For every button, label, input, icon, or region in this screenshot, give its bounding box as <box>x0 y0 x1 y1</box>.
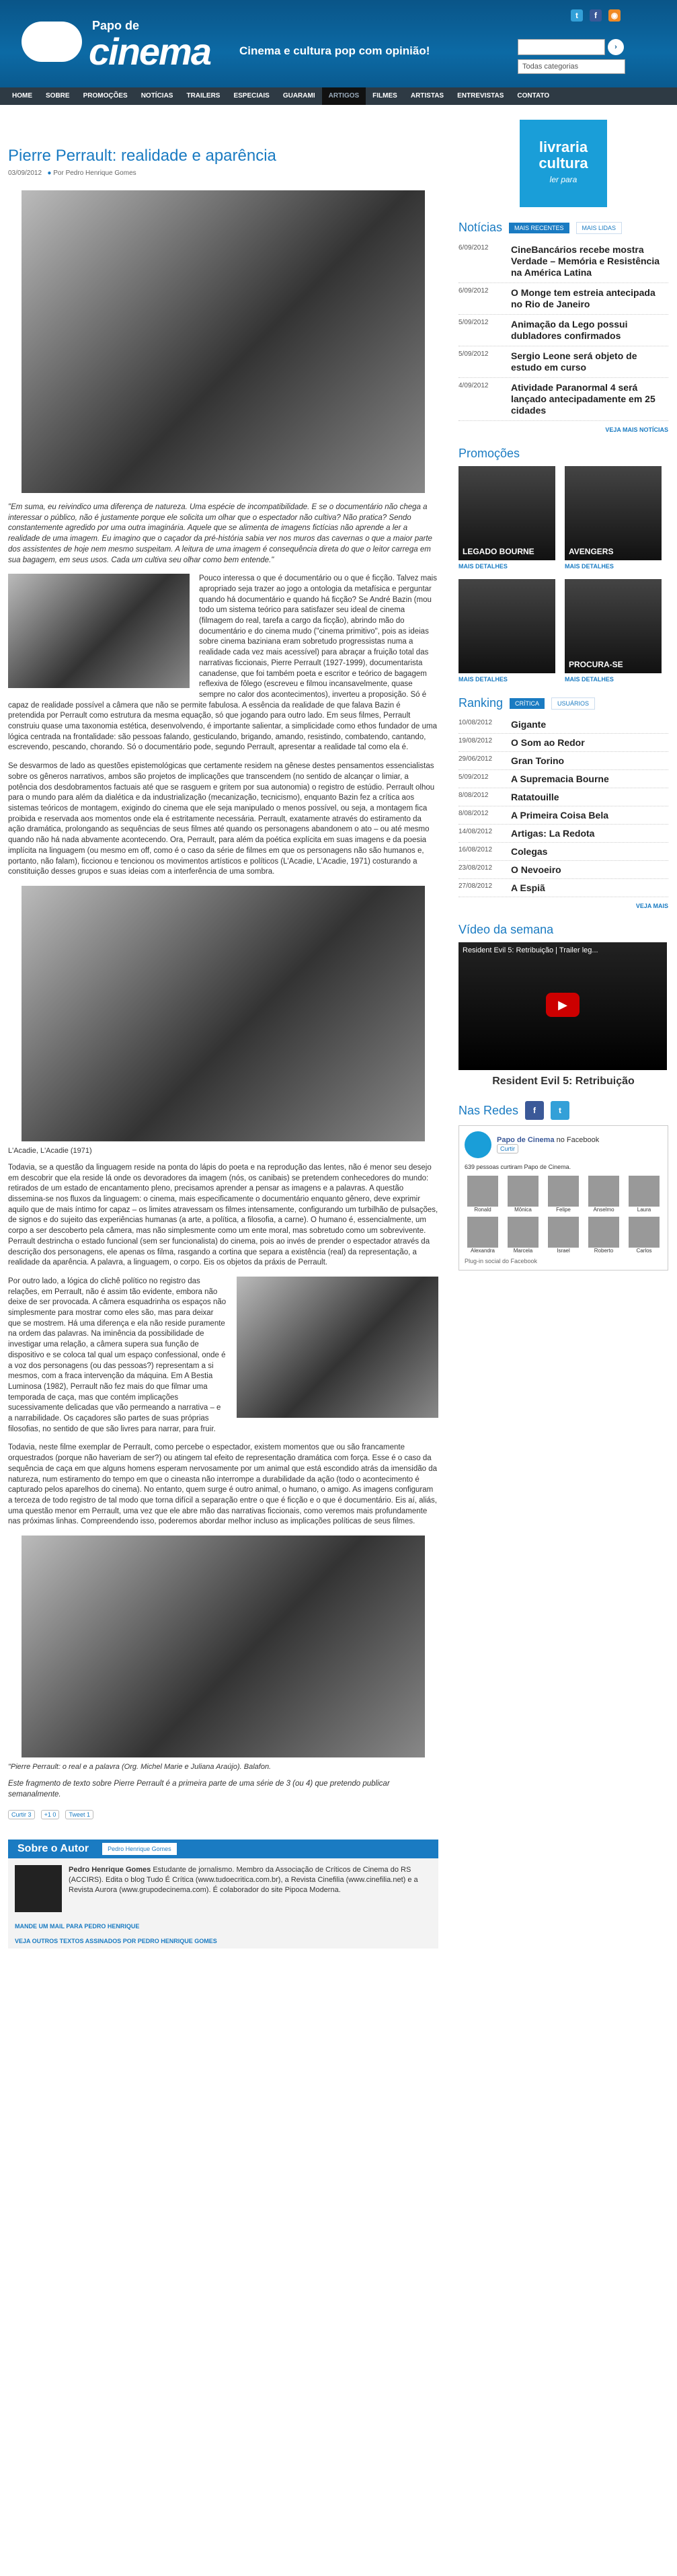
site-header <box>0 0 677 87</box>
fb-person[interactable] <box>505 1176 541 1213</box>
ranking-title[interactable]: O Som ao Redor <box>511 737 585 748</box>
ranking-title[interactable]: Ratatouille <box>511 792 559 802</box>
avatar <box>588 1176 619 1207</box>
article-paragraph-1: Pouco interessa o que é documentário ou o que é ficção. Talvez mais apropriado seja trazer ao jogo a ontologia da metafísica e perguntar quando há documentário e quando há ficção? Se André Bazin (mou todo um sistema teórico para satisfazer seu ideal de cinema (filmagem do real, tarefa a cargo da ficção), abrindo mão do documentário e do cinema mudo ("cinema primitivo", pois as ideias sobre cinema baziniana eram sobretudo progressistas numa a realidade cada vez mais acessível) para abraçar a fruição total das narrativas ficcionais, Pierre Perrault (1927-1999), documentarista canadense, que foi também poeta e escritor e teórico de bagagem reflexiva de fôlego (escreveu e filmou incansavelmente, quase sempre no calor dos acontecimentos), inverteu a proposição. Só é capaz de realidade possível a câmera que não se permite fabulosa. A essência da realidade de que falava Bazin é pretendida por Perrault como estrutura da mesma equação, só que jogando para outro lado. Em seus filmes, Perrault construiu quase uma taxonomia estética, desenvolvendo, é importante salientar, a simplicidade como ethos fundador de uma lógica centrada na frontalidade: são pessoas falando, gesticulando, brigando, amando, resistindo, combatendo, cantando, escrevendo, pescando, chorando. Só o documentário pode, segundo Perrault, apresentar a realidade tal como ela é. <box>8 574 437 752</box>
photo-perrault <box>22 1536 425 1757</box>
article <box>8 147 438 1948</box>
fb-person[interactable] <box>626 1217 662 1254</box>
social-links <box>571 9 621 22</box>
article-note: Este fragmento de texto sobre Pierre Perrault é a primeira parte de uma série de 3 (ou 4) que pretendo publicar semanalmente. <box>8 1780 390 1798</box>
video-player[interactable] <box>459 942 667 1070</box>
ranking-title: Ranking <box>459 696 504 710</box>
fb-widget <box>459 1125 668 1271</box>
fb-person[interactable] <box>465 1176 501 1213</box>
ranking-title[interactable]: Artigas: La Redota <box>511 828 595 839</box>
news-more-link[interactable]: VEJA MAIS NOTÍCIAS <box>605 426 668 433</box>
author-avatar <box>15 1865 62 1912</box>
ranking-item[interactable] <box>459 843 668 861</box>
fb-person[interactable] <box>626 1176 662 1213</box>
article-date: 03/09/2012 <box>8 169 42 177</box>
article-paragraph-4: Por outro lado, a lógica do clichê político no registro das relações, em Perrault, não é assim tão evidente, embora não deixe de ser provocada. A câmera esquadrinha os espaços não simplesmente para mostrar como eles são, mas para deixar que se mostrem. Há uma diferença e ela não reside puramente na ordem das palavras. Na iminência da possibilidade de investigar uma relação, a câmera supera sua função de dispositivo e se coloca tal qual um espaço confessional, onde é a voz dos personagens (ou das pessoas?) representam a si mesmos, com a fraca intervenção da máquina. Em A Bestia Luminosa (1982), Perrault não fez mais do que filmar uma temporada de caça, mas que contém implicações sucessivamente delicadas que vão permeando a narrativa – e a narrabilidade. Os caçadores são partes de suas próprias filosofias, no sentido de que são livres para narrar, para fruir. <box>8 1277 227 1433</box>
news-headline[interactable]: Animação da Lego possui dubladores confirmados <box>511 319 628 341</box>
promo-details-link[interactable]: MAIS DETALHES <box>565 676 614 683</box>
ranking-date: 5/09/2012 <box>459 773 489 781</box>
ranking-list <box>459 716 668 897</box>
fb-people <box>465 1176 662 1254</box>
user-icon: ● <box>47 169 52 177</box>
ranking-more-link[interactable]: VEJA MAIS <box>635 903 668 909</box>
ranking-title[interactable]: A Supremacia Bourne <box>511 773 609 784</box>
fb-like-button[interactable]: Curtir 3 <box>8 1810 35 1819</box>
ranking-title[interactable]: Colegas <box>511 846 548 857</box>
nav-artigos[interactable]: ARTIGOS <box>322 87 366 105</box>
fb-page-logo-icon <box>465 1131 491 1158</box>
avatar <box>629 1217 660 1248</box>
rss-icon[interactable]: ◉ <box>608 9 621 22</box>
author-more-link[interactable]: VEJA OUTROS TEXTOS ASSINADOS POR PEDRO HENRIQUE GOMES <box>8 1934 438 1948</box>
twitter-icon[interactable]: t <box>551 1101 569 1120</box>
fb-person-name: Alexandra <box>470 1248 495 1254</box>
fb-page-like-button[interactable]: Curtir <box>497 1144 518 1153</box>
news-date: 6/09/2012 <box>459 287 489 295</box>
ranking-header <box>459 696 668 710</box>
video-caption: Resident Evil 5: Retribuição <box>492 1075 635 1087</box>
fb-page <box>465 1131 662 1158</box>
fb-person-name: Anselmo <box>593 1207 614 1213</box>
ad-livraria-cultura[interactable] <box>520 120 607 207</box>
nav-especiais[interactable]: ESPECIAIS <box>233 92 270 100</box>
news-headline[interactable]: Sergio Leone será objeto de estudo em curso <box>511 350 637 373</box>
news-title: Notícias <box>459 221 503 234</box>
news-item[interactable] <box>459 283 668 315</box>
avatar <box>588 1217 619 1248</box>
avatar <box>629 1176 660 1207</box>
facebook-icon[interactable]: f <box>590 9 602 22</box>
search-button[interactable]: › <box>608 39 624 55</box>
logo-pre: Papo de <box>92 19 140 32</box>
fb-page-name[interactable]: Papo de Cinema <box>497 1136 555 1144</box>
content-wrap <box>0 105 677 2576</box>
fb-person-name: Mônica <box>514 1207 532 1213</box>
nav-artistas[interactable]: ARTISTAS <box>410 92 444 100</box>
ranking-date: 23/08/2012 <box>459 864 493 872</box>
share-bar <box>8 1810 438 1819</box>
news-headline[interactable]: O Monge tem estreia antecipada no Rio de Janeiro <box>511 287 655 309</box>
ranking-title[interactable]: O Nevoeiro <box>511 864 561 875</box>
article-quote: "Em suma, eu reivindico uma diferença de natureza. Uma espécie de incompatibilidade. E se o documentário não chega a interessar o público, não é justamente porque ele solicita um olhar que o espectador não cultiva? Não pratica? Sendo constantemente agredido por uma outra imaginária. Aquele que se alimenta de imagens fictícias não aprende a ler a realidade de uma imagem. Eu imagino que o caçador da pré-história sabia ver nos muros das cavernas o que a maior parte dos assistentes de hoje nem mesmo suspeitam. A leitura de uma imagem é consequência direta do que o leitor carrega em sua bagagem, em seus usos. Cada um cultiva seu olhar como bem entende." <box>8 503 432 564</box>
promo-item <box>459 579 555 683</box>
tab-recent[interactable]: MAIS RECENTES <box>509 223 569 233</box>
news-date: 6/09/2012 <box>459 244 489 252</box>
nav-promocoes[interactable]: PROMOÇÕES <box>83 92 128 100</box>
news-item[interactable] <box>459 315 668 346</box>
promo-details-link[interactable]: MAIS DETALHES <box>459 563 508 570</box>
promo-details-link[interactable]: MAIS DETALHES <box>459 676 508 683</box>
promo-grid <box>459 466 668 683</box>
news-item[interactable] <box>459 378 668 421</box>
ad-line3: ler para <box>549 175 578 184</box>
networks-header <box>459 1101 668 1120</box>
gplus-button[interactable]: +1 0 <box>41 1810 60 1819</box>
avatar <box>548 1176 579 1207</box>
author-bio-text: Estudante de jornalismo. Membro da Associação de Críticos de Cinema do RS (ACCIRS). Edita o blog Tudo É Crítica (www.tudoecritica.com.br), a Revista Cinefilia (www.cinefilia.net) e a Revista Aurora (www.grupodecinema.com). É colaborador do site Pipoca Moderna. <box>69 1865 418 1894</box>
hero-photo <box>22 190 425 493</box>
ranking-item[interactable] <box>459 825 668 843</box>
fb-person-name: Carlos <box>636 1248 652 1254</box>
nav-entrevistas[interactable]: ENTREVISTAS <box>457 92 504 100</box>
ranking-item[interactable] <box>459 879 668 897</box>
caption-book: "Pierre Perrault: o real e a palavra (Org. Michel Marie e Juliana Araújo). Balafon. <box>8 1763 272 1772</box>
article-title: Pierre Perrault: realidade e aparência <box>8 147 276 165</box>
news-list <box>459 240 668 421</box>
nav-contato[interactable]: CONTATO <box>517 92 550 100</box>
ranking-date: 8/08/2012 <box>459 792 489 799</box>
ranking-title[interactable]: Gran Torino <box>511 755 565 766</box>
facebook-icon[interactable]: f <box>525 1101 544 1120</box>
video-title: Vídeo da semana <box>459 923 554 936</box>
promo-poster[interactable] <box>459 579 555 673</box>
fb-person[interactable] <box>586 1217 622 1254</box>
video-bar: Resident Evil 5: Retribuição | Trailer leg... <box>463 946 598 954</box>
nav-guarami[interactable]: GUARAMI <box>282 92 315 100</box>
ranking-item[interactable] <box>459 734 668 752</box>
news-header <box>459 221 668 235</box>
author-bio <box>69 1865 432 1912</box>
site-logo[interactable] <box>22 15 223 75</box>
ranking-date: 14/08/2012 <box>459 828 493 835</box>
avatar <box>508 1217 539 1248</box>
fb-person-name: Israel <box>557 1248 570 1254</box>
ranking-item[interactable] <box>459 770 668 788</box>
ranking-title[interactable]: A Primeira Coisa Bela <box>511 810 608 821</box>
avatar <box>467 1217 498 1248</box>
promo-item <box>565 579 662 683</box>
avatar <box>508 1176 539 1207</box>
ranking-date: 29/06/2012 <box>459 755 493 763</box>
promo-details-link[interactable]: MAIS DETALHES <box>565 563 614 570</box>
ranking-item[interactable] <box>459 861 668 879</box>
news-headline[interactable]: Atividade Paranormal 4 será lançado antecipadamente em 25 cidades <box>511 382 655 416</box>
tab-usuarios[interactable]: USUÁRIOS <box>551 697 595 710</box>
author-name: Pedro Henrique Gomes <box>69 1865 151 1874</box>
fb-person[interactable] <box>505 1217 541 1254</box>
article-paragraph-3: Todavia, se a questão da linguagem reside na ponta do lápis do poeta e na reprodução das lentes, não é menor seu desejo em descobrir que ela reside lá onde os devoradores da imagem (nós, os canibais) se pretendem conhecedores do mundo: retirados de um estado de encantamento pleno, precisamos aprender a pensar as imagens e a palavras. A questão dissemina-se nos fluxos da linguagem: o cinema, mais especificamente o documentário enquanto gênero, deve exprimir aquilo que de mais íntimo for capaz – os limites atravessam os filmes intensamente, configurando um turbilhão de pulsações, de signos e do sujeito das experiências humanas (a arte, a política, a filosofia, a carne). O humano é, essencialmente, um corpo a ser descoberto pela câmera, mas não simplesmente como um ente moral, mas sobretudo como um sobrevivente. Perrault destrincha o estado funcional (sem ser funcionalista) do cinema, pois ao invés de prender o espectador através da descrição dos personagens, ele apenas os filma, rasgando a cortina que separa a existência (real) da representação, a realidade da aparência. A palavra, a linguagem, o corpo. Eis os objetos da práxis de Perrault. <box>8 1163 438 1267</box>
fb-person-name: Marcela <box>513 1248 533 1254</box>
ad-line1: livraria <box>539 139 588 155</box>
news-headline[interactable]: CineBancários recebe mostra Verdade – Memória e Resistência na América Latina <box>511 244 660 278</box>
play-icon[interactable]: ▶ <box>546 993 580 1017</box>
author-tab[interactable]: Pedro Henrique Gomes <box>102 1843 177 1855</box>
ranking-date: 16/08/2012 <box>459 846 493 854</box>
ranking-item[interactable] <box>459 752 668 770</box>
author-mail-link[interactable]: MANDE UM MAIL PARA PEDRO HENRIQUE <box>8 1919 438 1934</box>
ranking-title[interactable]: Gigante <box>511 719 547 730</box>
fb-person[interactable] <box>545 1176 582 1213</box>
fb-person[interactable] <box>545 1217 582 1254</box>
author-box-title: Sobre o Autor <box>17 1842 89 1854</box>
promo-poster[interactable]: PROCURA-SE <box>565 579 662 673</box>
news-item[interactable] <box>459 240 668 283</box>
nav-sobre[interactable]: SOBRE <box>46 92 70 100</box>
ranking-date: 19/08/2012 <box>459 737 493 745</box>
avatar <box>548 1217 579 1248</box>
fb-person-name: Roberto <box>594 1248 614 1254</box>
fb-count: 639 pessoas curtiram Papo de Cinema. <box>465 1164 571 1170</box>
promo-item <box>459 466 555 570</box>
logo-cloud-icon <box>22 22 82 62</box>
photo-hunters <box>237 1277 438 1418</box>
sidebar <box>459 120 668 1271</box>
news-item[interactable] <box>459 346 668 378</box>
article-meta <box>8 169 438 177</box>
fb-page-info <box>497 1136 599 1153</box>
article-author: Por Pedro Henrique Gomes <box>53 169 136 177</box>
article-paragraph-5: Todavia, neste filme exemplar de Perrault, como percebe o espectador, existem momentos que ou são francamente orquestrados (porque não haveriam de ser?) ou atingem tal efeito de representação dramática com força. Esse é o caso da sequência de caça em que alguns homens esperam nervosamente por um animal que está escondido atrás da imensidão da natureza, num estiramento do tempo em que o cineasta não interrompe a durabilidade da ação (todo o acontecimento é capturado pelos aparelhos do cinema). No entanto, quem surge é outro animal, o humano, o amigo. As imagens configuram a terceza de todo registro de tal modo que torna difícil a separação entre o que é ficção e o que é documentário. Eis aí, aliás, uma questão menor em Perrault, uma vez que ele abre mão das narrativas ficcionais, como veremos mais profundamente nas próximas linhas. Compreendendo isso, poderemos abordar melhor incluso as implicações políticas de seus filmes. <box>8 1443 437 1526</box>
news-date: 5/09/2012 <box>459 319 489 326</box>
ranking-item[interactable] <box>459 806 668 825</box>
news-date: 5/09/2012 <box>459 350 489 358</box>
photo-lacadie <box>22 886 425 1141</box>
nav-trailers[interactable]: TRAILERS <box>186 92 221 100</box>
networks-title: Nas Redes <box>459 1103 519 1117</box>
caption-lacadie: L'Acadie, L'Acadie (1971) <box>8 1146 92 1155</box>
ranking-item[interactable] <box>459 716 668 734</box>
ranking-item[interactable] <box>459 788 668 806</box>
news-date: 4/09/2012 <box>459 382 489 389</box>
author-body <box>8 1858 438 1919</box>
search-input[interactable] <box>518 39 605 55</box>
ad-line2: cultura <box>539 155 588 172</box>
fb-person-name: Felipe <box>556 1207 571 1213</box>
promo-item <box>565 466 662 570</box>
fb-person-name: Ronald <box>474 1207 491 1213</box>
fb-person-name: Laura <box>637 1207 651 1213</box>
tweet-button[interactable]: Tweet 1 <box>65 1810 93 1819</box>
article-paragraph-2: Se desvarmos de lado as questões epistemológicas que certamente residem na gênese destes pensamentos essencialistas sobre os gêneros narrativos, ambos são projetos de implicações que transcendem (no sentido de alcançar o limiar, a potência dos desdobramentos factuais até que se rasguem e gritem por sua autonomia) o registro de estúdio. Perrault olhou para o mundo para além da dialética e da industrialização (mecanização, tecnicismo), enquanto Bazin fez a crítica aos sistemas teóricos de montagem, exigindo do cinema que ele seja manipulado o menos possível, ou seja, a montagem fica proibida e reservada aos momentos onde ela é estritamente necessária. Perrault, exatamente através do estiramento da ação dramática, prolongando as sequências de seus filmes até quando os personagens abandonem o ato – ou até mesmo quando não há nada abvamente acontecendo. Ora, Perrault, para além da poética explícita em suas imagens e da poesia implícita na linguagem (ou mesmo em off, como é o caso da série de filmes em que os personagens não são humanos e, portanto, não falam), ficcionou e tencionou os movimentos artísticos e políticos (L'Acadie, L'Acadie, 1971) costurando a constituição desses grupos e suas ideias com a interferência de uma sombra. <box>8 762 435 876</box>
author-box-header <box>8 1840 438 1858</box>
promo-title: Promoções <box>459 447 520 460</box>
nav-home[interactable]: HOME <box>12 92 32 100</box>
site-tagline: Cinema e cultura pop com opinião! <box>239 44 430 57</box>
fb-plugin: Plug-in social do Facebook <box>465 1258 538 1264</box>
fb-person[interactable] <box>465 1217 501 1254</box>
nav-noticias[interactable]: NOTÍCIAS <box>141 92 173 100</box>
photo-reading <box>8 574 190 688</box>
logo-brand: cinema <box>89 30 210 73</box>
nav-filmes[interactable]: FILMES <box>372 92 397 100</box>
promo-poster[interactable]: AVENGERS <box>565 466 662 560</box>
fb-person[interactable] <box>586 1176 622 1213</box>
tab-critica[interactable]: CRÍTICA <box>510 698 545 709</box>
author-box <box>8 1840 438 1948</box>
category-select[interactable]: Todas categorias <box>518 59 625 74</box>
fb-page-sub: no Facebook <box>556 1136 600 1144</box>
twitter-icon[interactable]: t <box>571 9 583 22</box>
promo-poster[interactable]: LEGADO BOURNE <box>459 466 555 560</box>
avatar <box>467 1176 498 1207</box>
ranking-date: 10/08/2012 <box>459 719 493 726</box>
ranking-title[interactable]: A Espiã <box>511 882 545 893</box>
tab-most-read[interactable]: MAIS LIDAS <box>576 222 623 234</box>
main-nav <box>0 87 677 105</box>
ranking-date: 27/08/2012 <box>459 882 493 890</box>
ranking-date: 8/08/2012 <box>459 810 489 817</box>
